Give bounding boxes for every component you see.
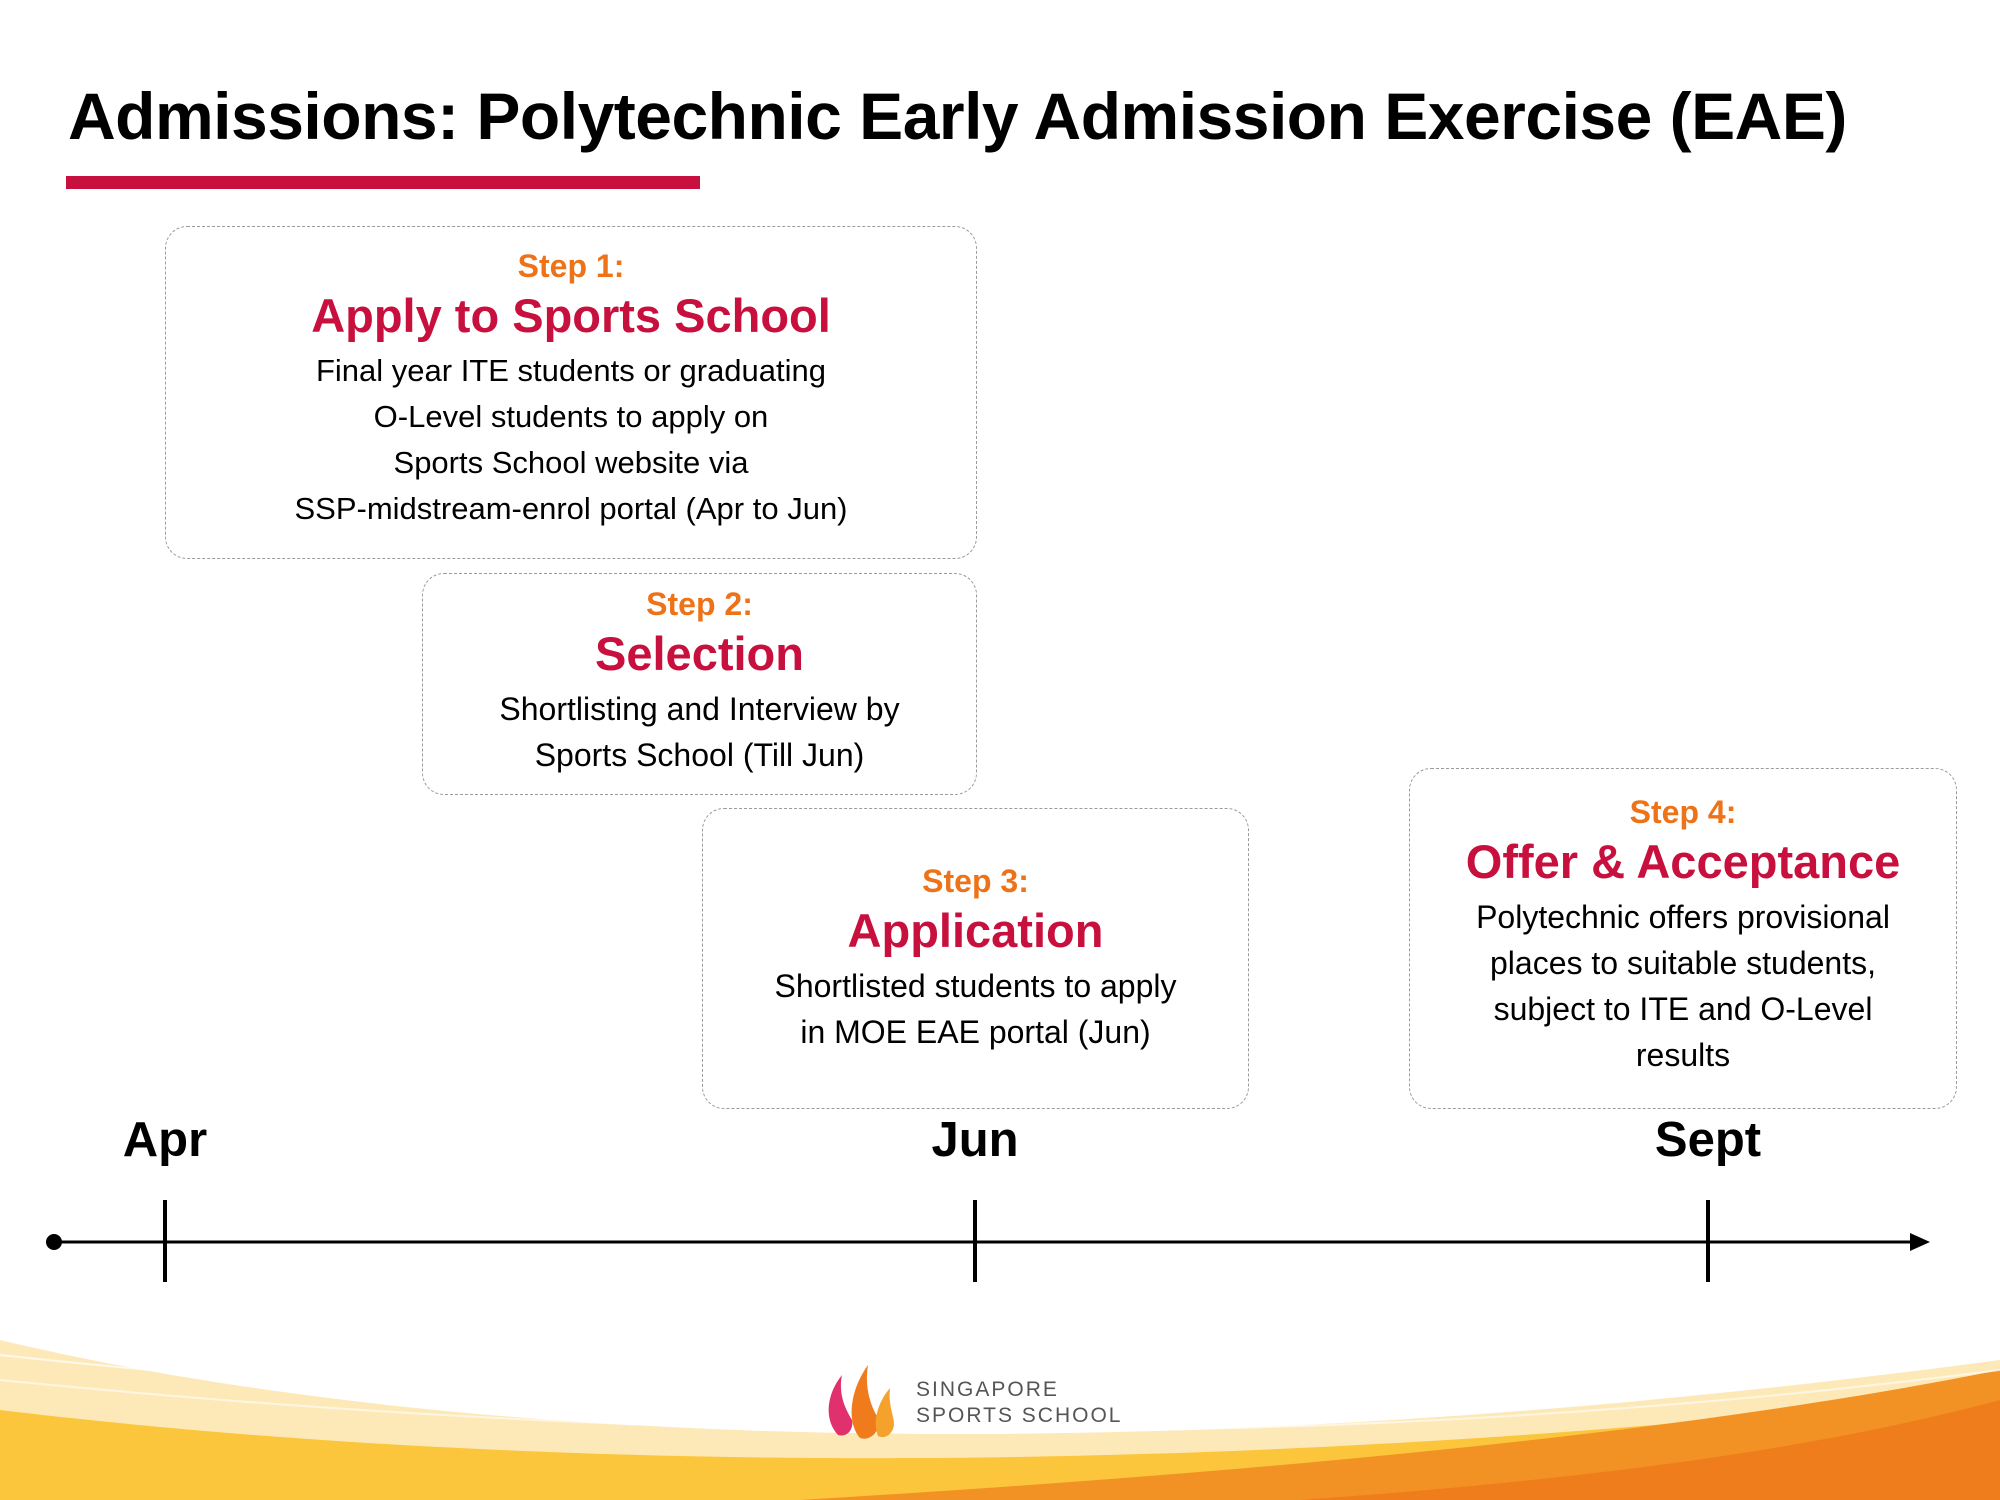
timeline-month-sept: Sept bbox=[1654, 1113, 1762, 1167]
step-1-line: Sports School website via bbox=[393, 445, 749, 480]
flame-icon bbox=[820, 1350, 900, 1450]
step-4-line: Polytechnic offers provisional bbox=[1476, 899, 1890, 935]
step-4-line: subject to ITE and O-Level bbox=[1493, 991, 1873, 1027]
step-1-line: SSP-midstream-enrol portal (Apr to Jun) bbox=[294, 491, 848, 526]
logo-text-line2: SPORTS SCHOOL bbox=[916, 1404, 1123, 1427]
timeline-arrowhead-icon bbox=[1910, 1233, 1930, 1251]
timeline-month-apr: Apr bbox=[122, 1113, 208, 1167]
flame-left bbox=[829, 1375, 853, 1436]
timeline-month-jun: Jun bbox=[931, 1113, 1019, 1167]
singapore-sports-school-logo bbox=[820, 1350, 1123, 1450]
flame-right bbox=[876, 1388, 894, 1437]
step-2-title: Selection bbox=[595, 627, 804, 680]
step-1-line: Final year ITE students or graduating bbox=[315, 353, 827, 388]
step-2-label: Step 2: bbox=[646, 586, 753, 622]
step-1-title: Apply to Sports School bbox=[311, 289, 831, 342]
step-3-line: Shortlisted students to apply bbox=[774, 968, 1177, 1004]
step-2-line: Sports School (Till Jun) bbox=[534, 737, 865, 773]
step-3-line: in MOE EAE portal (Jun) bbox=[800, 1014, 1151, 1050]
logo-text-line1: SINGAPORE bbox=[916, 1378, 1059, 1401]
step-2-line: Shortlisting and Interview by bbox=[499, 691, 900, 727]
step-4-title: Offer & Acceptance bbox=[1465, 835, 1901, 888]
flame-middle bbox=[852, 1365, 879, 1439]
step-3-label: Step 3: bbox=[922, 863, 1029, 899]
step-1-line: O-Level students to apply on bbox=[373, 399, 769, 434]
step-3-title: Application bbox=[847, 904, 1104, 957]
page-title: Admissions: Polytechnic Early Admission Exercise (EAE) bbox=[68, 79, 1847, 153]
step-4-line: results bbox=[1635, 1037, 1731, 1073]
step-4-label: Step 4: bbox=[1629, 794, 1737, 830]
step-4-line: places to suitable students, bbox=[1489, 945, 1876, 981]
timeline-start-dot bbox=[46, 1234, 62, 1250]
step-1-label: Step 1: bbox=[517, 248, 625, 284]
